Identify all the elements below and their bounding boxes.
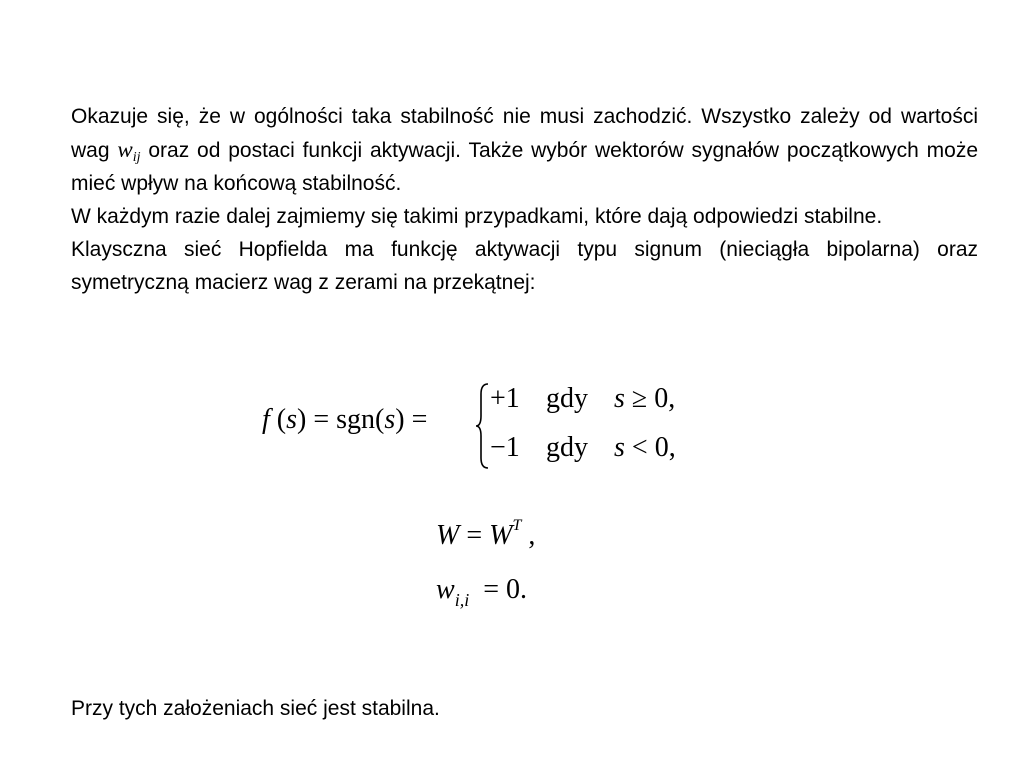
formula-s-symbol-2: s (384, 404, 396, 435)
paragraph-1-part-1: Okazuje się, że w ogólności taka stabilność nie musi zachodzić. Wszystko zależy od wartości wag (71, 105, 978, 162)
case-2-var: s (614, 432, 625, 463)
curly-brace-icon (474, 382, 490, 470)
formula-symmetry: $W = W^T$ , (436, 517, 536, 551)
formula-w-var: w (436, 574, 455, 605)
formula-f-symbol: f (262, 404, 270, 435)
case-1-word: gdy (546, 383, 588, 414)
weight-symbol (117, 137, 141, 165)
paragraph-1 (71, 100, 978, 200)
formula-W-lhs: W (436, 520, 460, 551)
formula-case-1 (490, 383, 675, 415)
case-2-condition: < 0, (624, 432, 676, 463)
formula-w-sub: i,i (454, 590, 470, 610)
case-2-word: gdy (546, 432, 588, 463)
case-2-value: −1 (490, 432, 520, 463)
weight-symbol-sub: ij (132, 150, 141, 165)
paragraph-1-part-2: oraz od postaci funkcji aktywacji. Także wybór wektorów sygnałów początkowych może mieć wpływ na końcową stabilność. (71, 139, 979, 195)
formula-sgn-symbol: sgn (336, 404, 376, 435)
conclusion-text: Przy tych założeniach sieć jest stabilna. (71, 697, 440, 720)
paragraph-3: Klaysczna sieć Hopfielda ma funkcję aktywacji typu signum (nieciągła bipolarna) oraz symetryczną macierz wag z zerami na przekątnej: (71, 238, 978, 294)
formula-W-transpose: T (512, 517, 522, 534)
formula-W-rhs: W (489, 520, 513, 551)
formula-case-2 (490, 432, 676, 464)
case-1-var: s (614, 383, 625, 414)
formula-signum-lhs: f (s) = sgn(s) = (262, 404, 428, 435)
paragraph-2: W każdym razie dalej zajmiemy się takimi przypadkami, które dają odpowiedzi stabilne. (71, 205, 883, 228)
formula-w-rest: = 0. (476, 574, 527, 605)
case-1-value: +1 (490, 383, 520, 414)
weight-symbol-var: w (117, 137, 133, 162)
formula-W-comma: , (528, 520, 536, 551)
case-1-condition: ≥ 0, (624, 383, 676, 414)
text-block (71, 100, 978, 299)
formula-zero-diagonal (436, 574, 527, 610)
formula-s-symbol: s (286, 404, 298, 435)
